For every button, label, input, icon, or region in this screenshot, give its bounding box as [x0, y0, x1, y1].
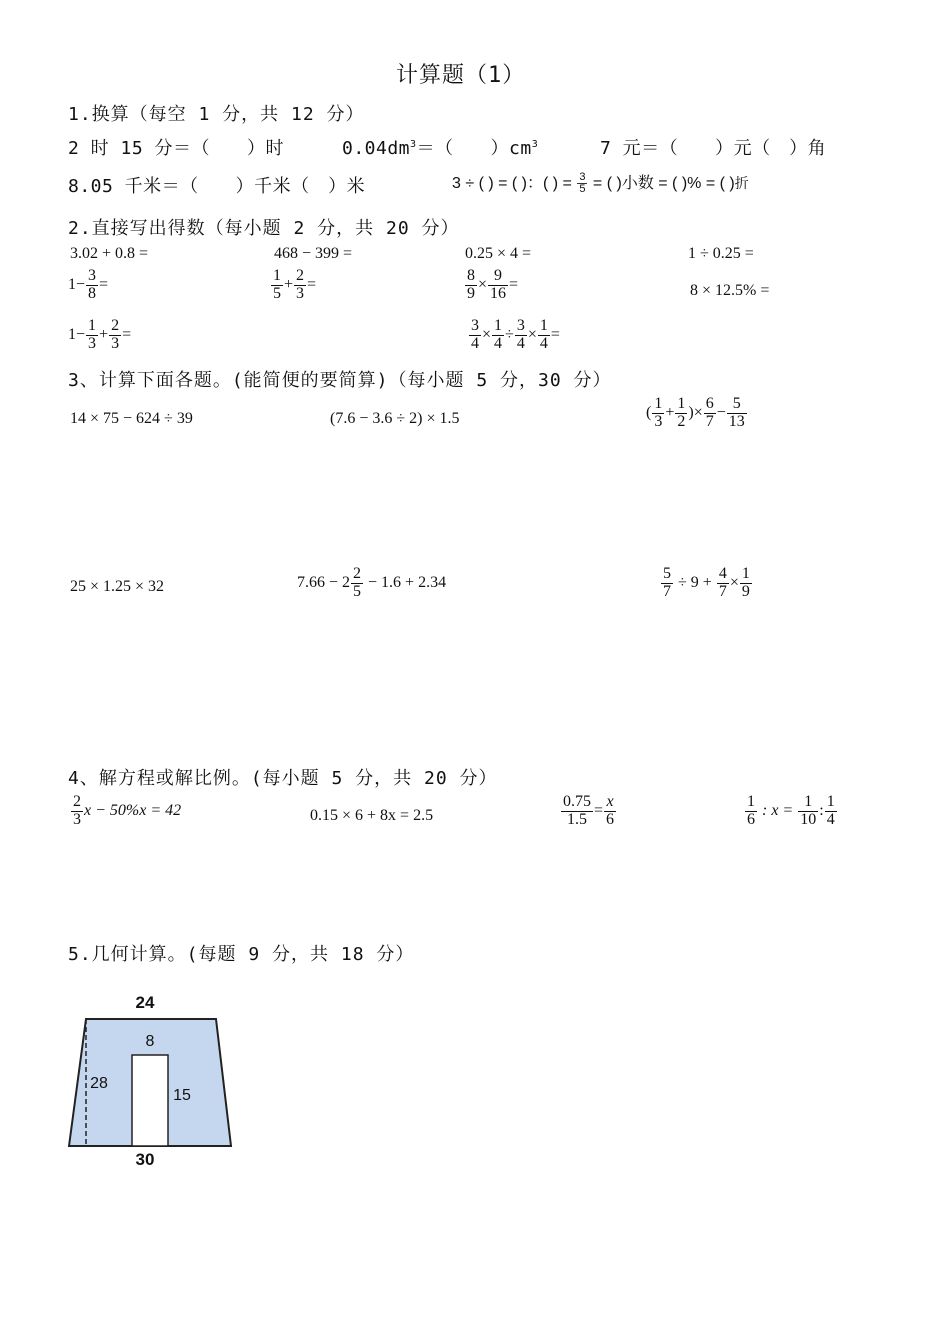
problem-2-6 — [270, 268, 316, 303]
numerator: 0.75 — [563, 793, 591, 810]
denominator: 8 — [88, 284, 97, 302]
conversion-volume — [342, 134, 538, 160]
op: + — [99, 325, 109, 343]
fraction-3-5 — [577, 172, 587, 196]
numerator: 1 — [273, 267, 281, 284]
problem-2-10 — [468, 318, 560, 353]
num: 1 — [68, 325, 76, 343]
fraction — [675, 396, 687, 431]
fraction — [469, 318, 481, 353]
numerator: 6 — [705, 395, 714, 412]
conversion-money: 7 元＝（ ）元（ ）角 — [600, 138, 827, 159]
fraction — [652, 396, 664, 431]
section-5-heading: 5.几何计算。(每题 9 分，共 18 分） — [68, 944, 415, 965]
fraction — [488, 268, 508, 303]
ratio-chain — [452, 170, 749, 196]
volume-text-2: ＝（ ）cm — [416, 138, 532, 159]
paren: ) — [688, 403, 694, 421]
fraction — [86, 318, 98, 353]
denominator: 4 — [494, 334, 503, 352]
denominator: 13 — [728, 412, 745, 430]
denominator: 3 — [73, 810, 81, 828]
fraction — [604, 794, 616, 829]
op: = — [307, 275, 317, 293]
op: − — [76, 275, 86, 293]
denominator: 7 — [663, 582, 671, 600]
op: = — [509, 275, 519, 293]
problem-2-8: 8 × 12.5% = — [690, 282, 770, 299]
numerator: 3 — [88, 267, 97, 284]
trapezoid-figure — [60, 988, 250, 1173]
op: = — [594, 801, 604, 819]
problem-3-1: 14 × 75 − 624 ÷ 39 — [70, 410, 193, 427]
ratio-pre: 3 ÷ ( ) = ( )：( ) = — [452, 175, 577, 192]
rect-width-label: 8 — [145, 1033, 155, 1050]
op: × — [478, 275, 488, 293]
denominator: 5 — [273, 284, 281, 302]
text: − 1.6 + 2.34 — [364, 573, 447, 591]
op: × — [527, 325, 537, 343]
problem-3-6 — [660, 566, 753, 601]
denominator: 5 — [353, 582, 362, 600]
inner-rectangle — [132, 1055, 168, 1146]
problem-3-4: 25 × 1.25 × 32 — [70, 578, 165, 595]
denominator: 9 — [467, 284, 475, 302]
fraction — [271, 268, 283, 303]
numerator: 2 — [353, 565, 362, 582]
volume-text-1: 0.04dm — [342, 138, 411, 159]
fraction — [661, 566, 673, 601]
op: × — [482, 325, 492, 343]
fraction — [86, 268, 98, 303]
page-title: 计算题（1） — [396, 63, 526, 88]
numerator: 3 — [516, 317, 525, 334]
problem-2-5 — [68, 268, 108, 303]
num: 1 — [68, 275, 76, 293]
problem-4-4 — [744, 794, 838, 829]
op: = — [99, 275, 109, 293]
conversion-length: 8.05 千米＝（ ）千米（ ）米 — [68, 176, 366, 197]
fraction — [351, 566, 363, 601]
fraction — [492, 318, 504, 353]
height-label: 28 — [90, 1075, 108, 1092]
numerator: 1 — [539, 317, 548, 334]
fraction — [515, 318, 527, 353]
numerator: 4 — [718, 565, 727, 582]
fraction — [538, 318, 550, 353]
section-2-heading: 2.直接写出得数（每小题 2 分，共 20 分） — [68, 218, 460, 239]
fraction — [740, 566, 752, 601]
numerator: 3 — [471, 317, 479, 334]
op: × — [693, 403, 703, 421]
fraction — [561, 794, 593, 829]
zhe-char: 折 — [734, 176, 749, 192]
numerator: 9 — [494, 267, 503, 284]
fraction-numerator: 3 — [579, 170, 586, 183]
section-3-heading: 3、计算下面各题。(能简便的要简算)（每小题 5 分，30 分） — [68, 370, 612, 391]
section-1-heading: 1.换算（每空 1 分，共 12 分） — [68, 104, 365, 125]
denominator: 3 — [296, 284, 305, 302]
numerator: 2 — [111, 317, 120, 334]
numerator: 2 — [296, 267, 305, 284]
fraction — [109, 318, 121, 353]
fraction — [465, 268, 477, 303]
numerator: x — [606, 793, 614, 810]
fraction-denominator: 5 — [579, 183, 586, 196]
denominator: 10 — [800, 810, 817, 828]
denominator: 4 — [826, 810, 835, 828]
problem-2-9 — [68, 318, 131, 353]
ratio-post: = ( )小数 = ( )% = ( ) — [588, 175, 735, 192]
op: − — [716, 403, 726, 421]
fraction — [704, 396, 716, 431]
numerator: 1 — [494, 317, 503, 334]
denominator: 16 — [490, 284, 507, 302]
section-4-heading: 4、解方程或解比例。(每小题 5 分，共 20 分） — [68, 768, 498, 789]
problem-4-3 — [560, 794, 617, 829]
fraction — [294, 268, 306, 303]
denominator: 3 — [88, 334, 97, 352]
numerator: 1 — [747, 793, 755, 810]
numerator: 2 — [73, 793, 81, 810]
problem-2-1: 3.02 + 0.8 = — [70, 245, 149, 262]
bottom-base-label: 30 — [135, 1150, 155, 1169]
sup-2: 3 — [531, 139, 539, 150]
text: : x = — [758, 801, 798, 819]
problem-2-4: 1 ÷ 0.25 = — [688, 245, 754, 262]
paren: ( — [646, 403, 652, 421]
numerator: 5 — [732, 395, 741, 412]
denominator: 2 — [677, 412, 686, 430]
op: = — [122, 325, 132, 343]
denominator: 7 — [705, 412, 714, 430]
denominator: 4 — [539, 334, 548, 352]
top-base-label: 24 — [135, 993, 155, 1012]
problem-3-2: (7.6 − 3.6 ÷ 2) × 1.5 — [330, 410, 460, 427]
text: x − 50%x = 42 — [84, 801, 182, 819]
fraction — [798, 794, 818, 829]
problem-3-5 — [297, 566, 446, 601]
problem-2-2: 468 − 399 = — [274, 245, 353, 262]
fraction — [71, 794, 83, 829]
problem-3-3 — [646, 396, 748, 431]
problem-4-2: 0.15 × 6 + 8x = 2.5 — [310, 807, 434, 824]
denominator: 6 — [747, 810, 755, 828]
numerator: 1 — [677, 395, 686, 412]
numerator: 5 — [663, 565, 671, 582]
op: = — [550, 325, 560, 343]
fraction — [745, 794, 757, 829]
text: 7.66 − 2 — [297, 573, 351, 591]
fraction — [825, 794, 837, 829]
sup-1: 3 — [410, 139, 417, 150]
problem-4-1 — [70, 794, 181, 829]
op: × — [729, 573, 739, 591]
text: ÷ 9 + — [674, 573, 716, 591]
numerator: 1 — [654, 395, 663, 412]
numerator: 8 — [467, 267, 475, 284]
numerator: 1 — [804, 793, 813, 810]
problem-2-7 — [464, 268, 518, 303]
denominator: 3 — [111, 334, 120, 352]
conversion-time: 2 时 15 分＝（ ）时 — [68, 138, 285, 159]
denominator: 1.5 — [561, 811, 593, 829]
op: : — [819, 801, 824, 819]
op: − — [76, 325, 86, 343]
numerator: 1 — [741, 565, 750, 582]
fraction — [717, 566, 729, 601]
problem-2-3: 0.25 × 4 = — [465, 245, 532, 262]
numerator: 1 — [88, 317, 97, 334]
op: + — [284, 275, 294, 293]
denominator: 9 — [741, 582, 750, 600]
denominator: 7 — [718, 582, 727, 600]
denominator: 6 — [606, 810, 615, 828]
op: ÷ — [505, 325, 514, 343]
denominator: 4 — [471, 334, 479, 352]
rect-height-label: 15 — [173, 1087, 191, 1104]
denominator: 3 — [654, 412, 663, 430]
op: + — [665, 403, 675, 421]
numerator: 1 — [826, 793, 835, 810]
denominator: 4 — [516, 334, 525, 352]
fraction — [727, 396, 747, 431]
